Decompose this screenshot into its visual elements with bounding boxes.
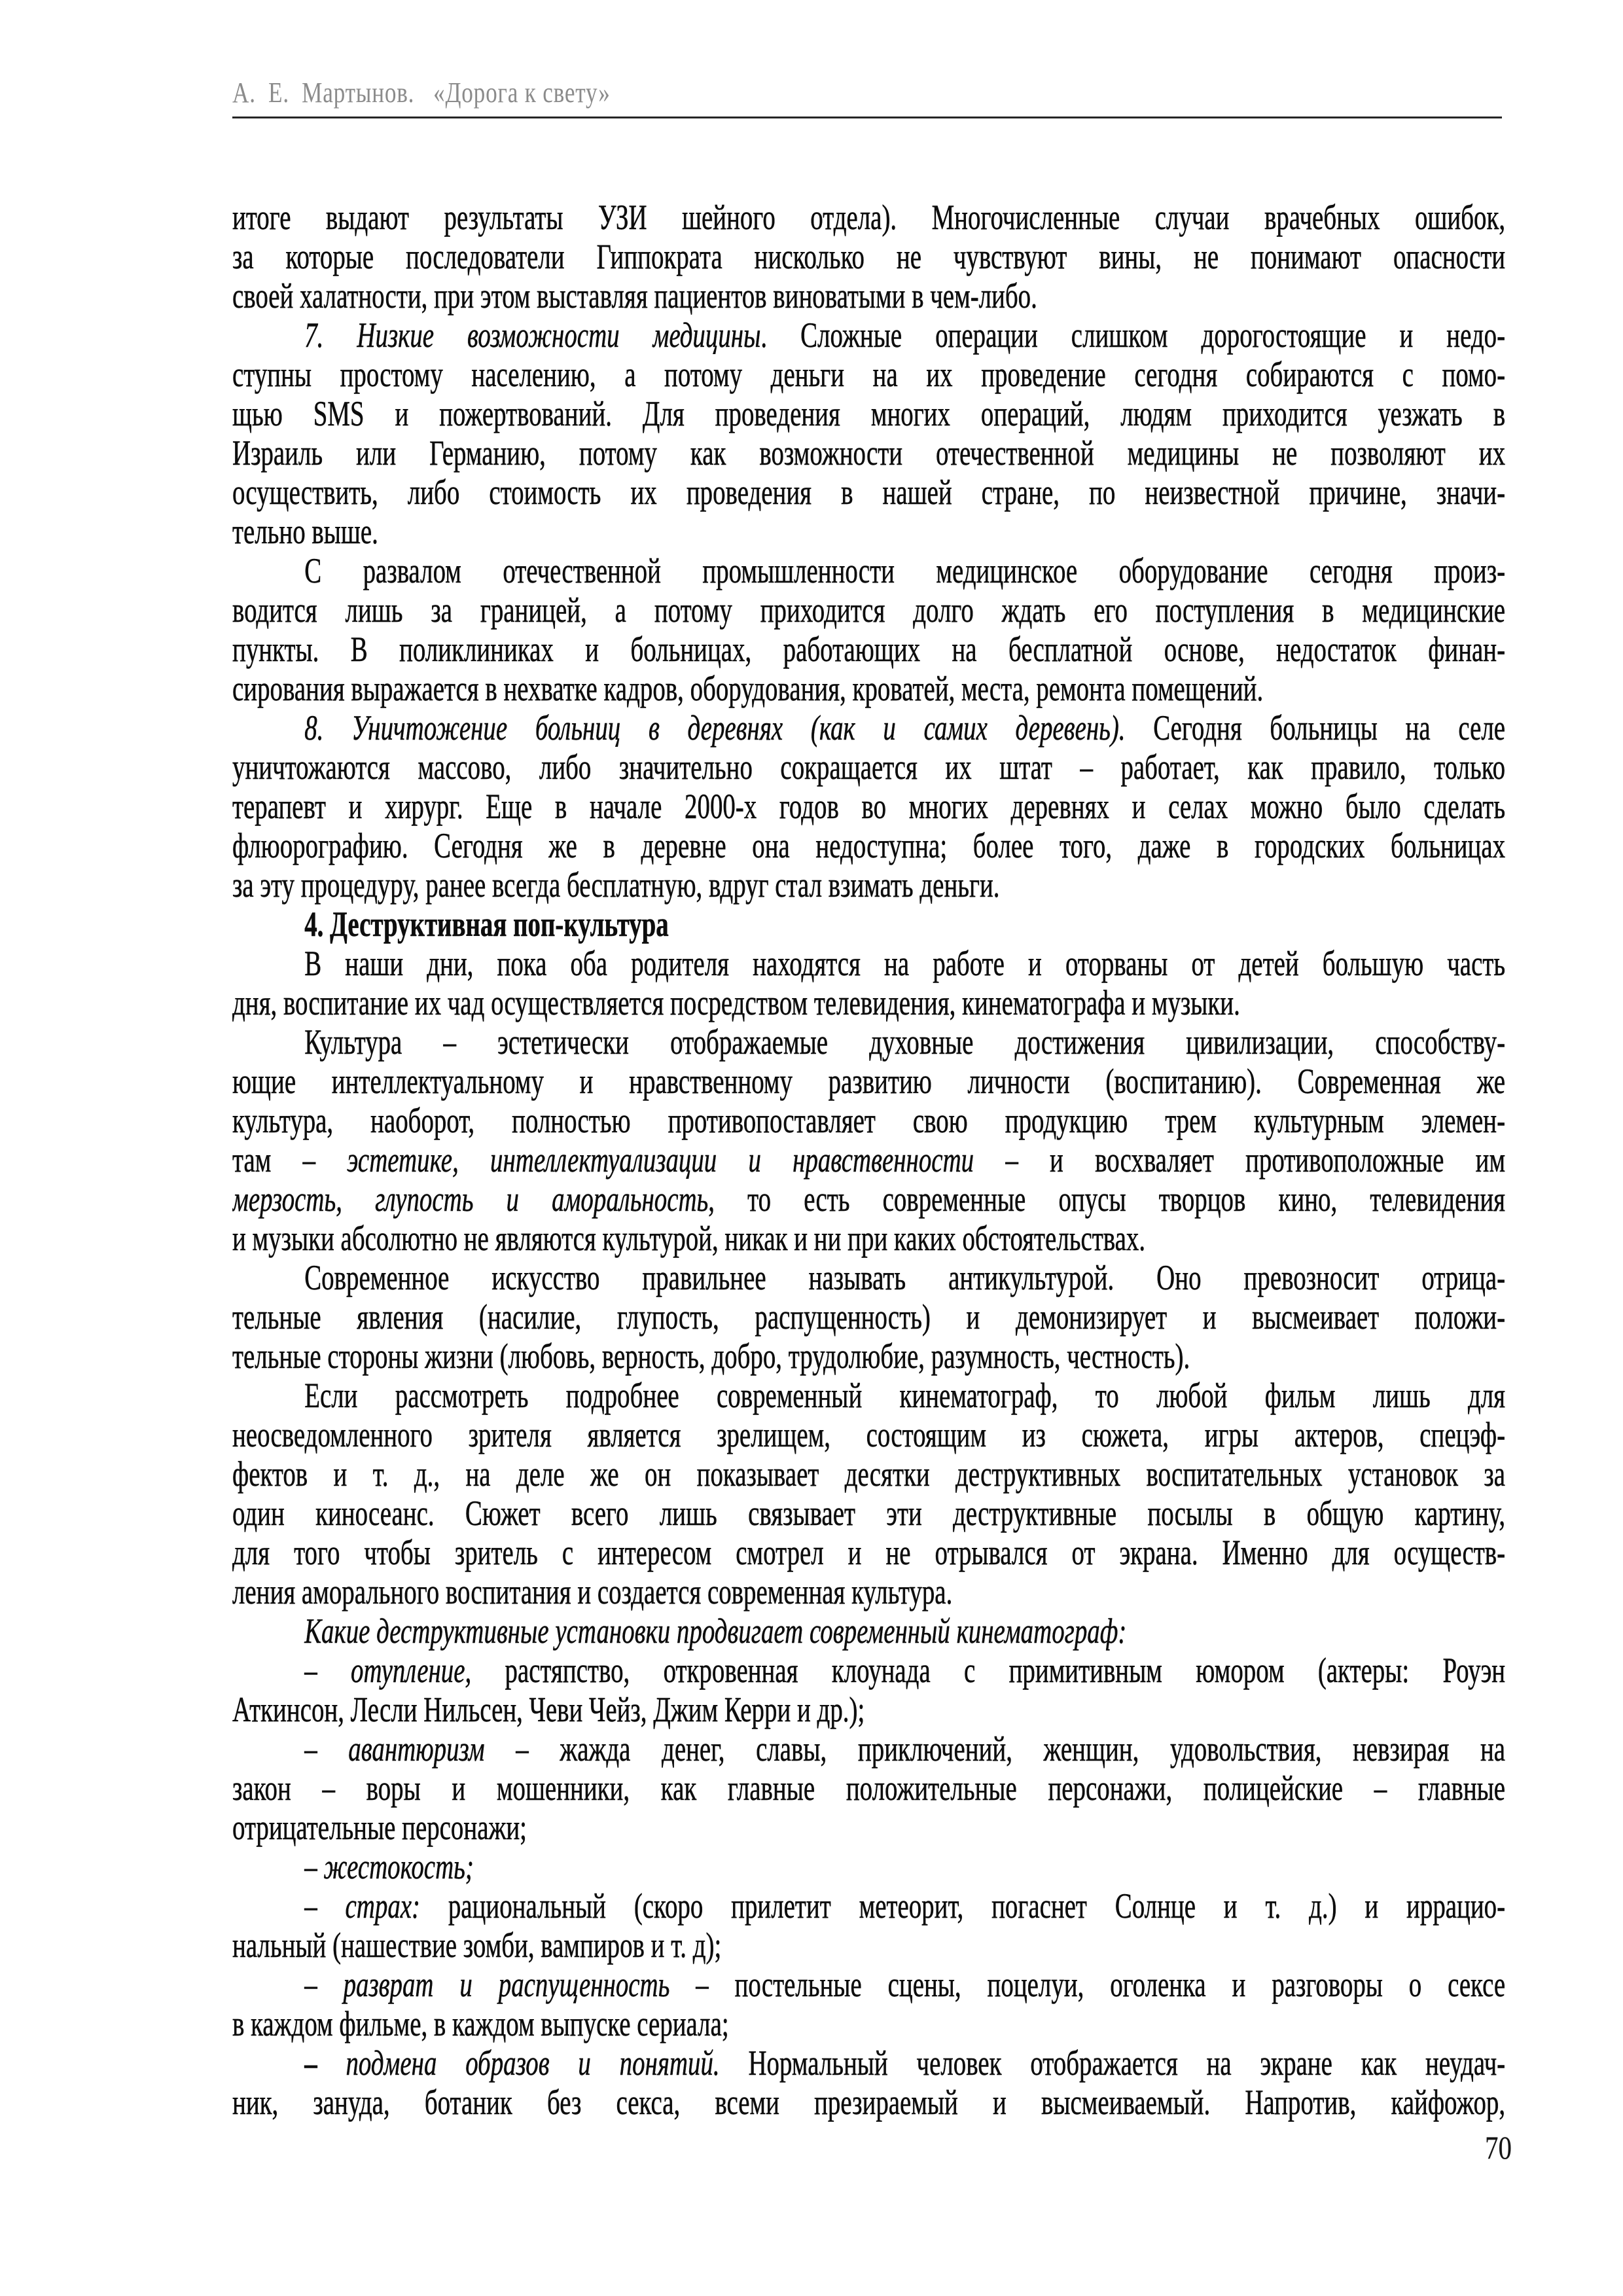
text-run: отупление, xyxy=(350,1651,472,1690)
text-run: – xyxy=(304,1965,344,2004)
text-line xyxy=(232,1768,1505,1808)
text-run: отрицательные персонажи; xyxy=(232,1808,527,1847)
text-run: тельно выше. xyxy=(232,512,378,551)
text-run: и музыки абсолютно не являются культурой, никак и ни при каких обстоятельствах. xyxy=(232,1219,1146,1258)
text-run: – xyxy=(304,1651,351,1690)
text-line xyxy=(232,590,1505,630)
text-line xyxy=(232,1101,1505,1140)
text-run: Аткинсон, Лесли Нильсен, Чеви Чейз, Джим Керри и др.); xyxy=(232,1690,865,1729)
text-line xyxy=(232,473,1505,512)
header-rule xyxy=(232,117,1502,118)
text-run: жестокость; xyxy=(323,1847,474,1886)
text-run: , то есть современные опусы творцов кино, телевидения xyxy=(708,1179,1506,1219)
text-line xyxy=(232,1572,1505,1611)
text-line xyxy=(232,2083,1505,2122)
text-run: Сегодня больницы на селе xyxy=(1125,708,1506,747)
text-run: 4. Деструктивная поп-культура xyxy=(304,905,669,944)
text-run: осуществить, либо стоимость их проведения в нашей стране, по неизвестной причине, значи- xyxy=(232,473,1506,512)
text-line xyxy=(232,2043,1505,2083)
text-run: 7. Низкие возможности медицины xyxy=(304,315,761,355)
text-run: разврат и распущенность xyxy=(343,1965,670,2004)
text-line xyxy=(232,944,1505,983)
text-run: сирования выражается в нехватке кадров, оборудования, кроватей, места, ремонта помещений. xyxy=(232,669,1264,708)
text-line xyxy=(232,394,1505,433)
text-run: . Сложные операции слишком дорогостоящие и недо- xyxy=(760,315,1506,355)
text-run: тельные стороны жизни (любовь, верность, добро, трудолюбие, разумность, честность). xyxy=(232,1336,1190,1376)
text-line xyxy=(232,1494,1505,1533)
text-line xyxy=(232,315,1505,355)
text-run: эстетике, интеллектуализации и нравственности xyxy=(347,1140,974,1179)
text-run: ления аморального воспитания и создается современная культура. xyxy=(232,1572,953,1611)
text-run: там – xyxy=(232,1140,348,1179)
text-line xyxy=(232,1808,1505,1847)
text-line xyxy=(232,1297,1505,1336)
text-run: страх: xyxy=(345,1886,421,1926)
text-line xyxy=(232,1611,1505,1651)
text-run: для того чтобы зритель с интересом смотрел и не отрывался от экрана. Именно для осуществ- xyxy=(232,1533,1506,1572)
text-run: – постельные сцены, поцелуи, оголенка и разговоры о сексе xyxy=(669,1965,1506,2004)
text-line xyxy=(232,551,1505,590)
text-line xyxy=(232,1179,1505,1219)
text-line xyxy=(232,2004,1505,2043)
text-line xyxy=(232,1729,1505,1768)
text-run: культура, наоборот, полностью противопоставляет свою продукцию трем культурным элемен- xyxy=(232,1101,1506,1140)
text-run: щью SMS и пожертвований. Для проведения многих операций, людям приходится уезжать в xyxy=(232,394,1506,433)
text-line xyxy=(232,1926,1505,1965)
text-run: В наши дни, пока оба родителя находятся на работе и оторваны от детей большую часть xyxy=(304,944,1506,983)
text-line xyxy=(232,1140,1505,1179)
text-line xyxy=(232,1886,1505,1926)
text-line xyxy=(232,983,1505,1022)
text-run: авантюризм xyxy=(348,1729,485,1768)
text-run: водится лишь за границей, а потому приходится долго ждать его поступления в медицинские xyxy=(232,590,1506,630)
text-line xyxy=(232,708,1505,747)
text-line xyxy=(232,1454,1505,1494)
text-line xyxy=(232,669,1505,708)
text-run: С развалом отечественной промышленности медицинское оборудование сегодня произ- xyxy=(304,551,1506,590)
text-run: один киносеанс. Сюжет всего лишь связывает эти деструктивные посылы в общую картину, xyxy=(232,1494,1506,1533)
text-run: Культура – эстетически отображаемые духовные достижения цивилизации, способству- xyxy=(304,1022,1506,1062)
text-run: флюорографию. Сегодня же в деревне она недоступна; более того, даже в городских больницах xyxy=(232,826,1506,865)
text-run: Какие деструктивные установки продвигает современный кинематограф: xyxy=(304,1611,1127,1651)
text-line xyxy=(232,1022,1505,1062)
text-run: ступны простому населению, а потому деньги на их проведение сегодня собираются с помо- xyxy=(232,355,1506,394)
text-line xyxy=(232,905,1505,944)
text-run: – xyxy=(304,2043,346,2083)
text-run: нальный (нашествие зомби, вампиров и т. д); xyxy=(232,1926,722,1965)
text-run: подмена образов и понятий. xyxy=(346,2043,720,2083)
text-run: терапевт и хирург. Еще в начале 2000-х годов во многих деревнях и селах можно было сделать xyxy=(232,787,1506,826)
text-run: Современное искусство правильнее называть антикультурой. Оно превозносит отрица- xyxy=(304,1258,1506,1297)
body-text xyxy=(232,198,1505,2122)
text-run: – жажда денег, славы, приключений, женщин, удовольствия, невзирая на xyxy=(484,1729,1506,1768)
text-block xyxy=(232,198,1505,2122)
text-run: – xyxy=(304,1847,324,1886)
text-line xyxy=(232,1376,1505,1415)
text-line xyxy=(232,1062,1505,1101)
text-line xyxy=(232,198,1505,237)
text-line xyxy=(232,1651,1505,1690)
text-line xyxy=(232,865,1505,905)
text-run: растяпство, откровенная клоунада с примитивным юмором (актеры: Роуэн xyxy=(471,1651,1506,1690)
text-line xyxy=(232,237,1505,276)
text-run: тельные явления (насилие, глупость, распущенность) и демонизирует и высмеивает положи- xyxy=(232,1297,1506,1336)
text-line xyxy=(232,1336,1505,1376)
text-line xyxy=(232,1258,1505,1297)
text-line xyxy=(232,1219,1505,1258)
text-line xyxy=(232,355,1505,394)
text-run: закон – воры и мошенники, как главные положительные персонажи, полицейские – главные xyxy=(232,1768,1506,1808)
text-line xyxy=(232,747,1505,787)
text-line xyxy=(232,1965,1505,2004)
text-run: итоге выдают результаты УЗИ шейного отдела). Многочисленные случаи врачебных ошибок, xyxy=(232,198,1506,237)
text-run: – и восхваляет противоположные им xyxy=(974,1140,1506,1179)
text-run: Нормальный человек отображается на экране как неудач- xyxy=(719,2043,1506,2083)
text-run: своей халатности, при этом выставляя пациентов виноватыми в чем-либо. xyxy=(232,276,1037,315)
text-run: в каждом фильме, в каждом выпуске сериала; xyxy=(232,2004,729,2043)
text-run: Израиль или Германию, потому как возможности отечественной медицины не позволяют их xyxy=(232,433,1506,473)
text-run: за которые последователи Гиппократа нисколько не чувствуют вины, не понимают опасности xyxy=(232,237,1506,276)
text-line xyxy=(232,1690,1505,1729)
text-line xyxy=(232,826,1505,865)
text-run: фектов и т. д., на деле же он показывает десятки деструктивных воспитательных установок за xyxy=(232,1454,1506,1494)
text-run: неосведомленного зрителя является зрелищем, состоящим из сюжета, игры актеров, спецэф- xyxy=(232,1415,1506,1454)
text-run: уничтожаются массово, либо значительно сокращается их штат – работает, как правило, только xyxy=(232,747,1506,787)
text-run: 8. Уничтожение больниц в деревнях (как и самих деревень). xyxy=(304,708,1126,747)
text-line xyxy=(232,1415,1505,1454)
text-run: – xyxy=(304,1729,349,1768)
text-line xyxy=(232,1847,1505,1886)
text-run: рациональный (скоро прилетит метеорит, погаснет Солнце и т. д.) и иррацио- xyxy=(420,1886,1506,1926)
text-line xyxy=(232,276,1505,315)
running-header: А. Е. Мартынов. «Дорога к свету» xyxy=(232,77,611,109)
text-run: мерзость, глупость и аморальность xyxy=(232,1179,709,1219)
text-line xyxy=(232,433,1505,473)
text-run: ник, зануда, ботаник без секса, всеми презираемый и высмеиваемый. Напротив, кайфожор, xyxy=(232,2083,1506,2122)
text-run: пункты. В поликлиниках и больницах, работающих на бесплатной основе, недостаток финан- xyxy=(232,630,1506,669)
text-line xyxy=(232,1533,1505,1572)
text-run: Если рассмотреть подробнее современный кинематограф, то любой фильм лишь для xyxy=(304,1376,1506,1415)
text-run: ющие интеллектуальному и нравственному развитию личности (воспитанию). Современная же xyxy=(232,1062,1506,1101)
text-run: дня, воспитание их чад осуществляется посредством телевидения, кинематографа и музыки. xyxy=(232,983,1240,1022)
text-line xyxy=(232,787,1505,826)
text-run: – xyxy=(304,1886,346,1926)
text-line xyxy=(232,512,1505,551)
text-line xyxy=(232,630,1505,669)
page-number: 70 xyxy=(1485,2129,1512,2166)
text-run: за эту процедуру, ранее всегда бесплатную, вдруг стал взимать деньги. xyxy=(232,865,1000,905)
